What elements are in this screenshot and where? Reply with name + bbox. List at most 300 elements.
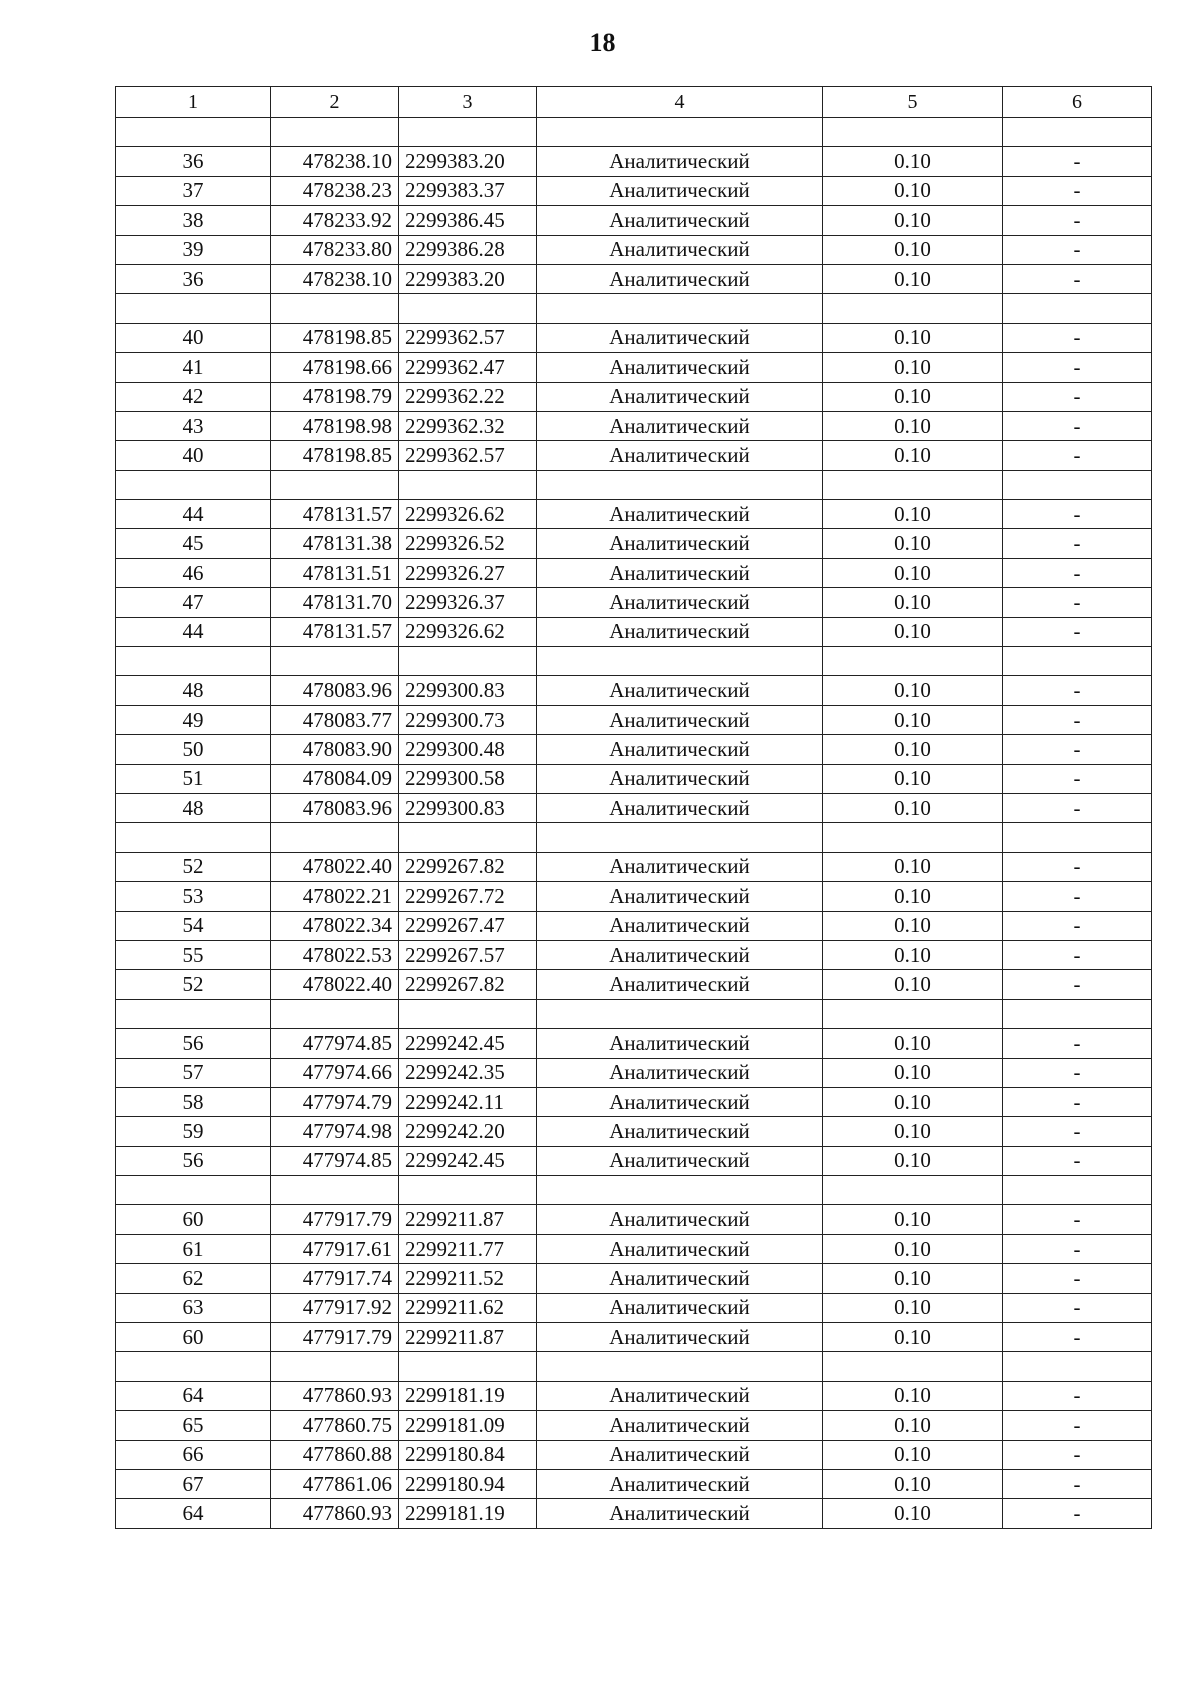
method-cell: Аналитический — [537, 882, 823, 911]
error-cell: 0.10 — [823, 970, 1003, 999]
y-coordinate-cell: 2299242.20 — [399, 1117, 537, 1146]
method-cell: Аналитический — [537, 617, 823, 646]
table-row — [116, 353, 1152, 382]
x-coordinate-cell: 477974.66 — [271, 1058, 399, 1087]
table-row — [116, 1146, 1152, 1175]
x-coordinate-cell: 478022.40 — [271, 970, 399, 999]
x-coordinate-cell: 478131.38 — [271, 529, 399, 558]
error-cell: 0.10 — [823, 264, 1003, 293]
x-coordinate-cell: 478083.77 — [271, 705, 399, 734]
point-number-cell: 40 — [116, 323, 271, 352]
point-number-cell: 55 — [116, 940, 271, 969]
description-cell: - — [1003, 264, 1152, 293]
x-coordinate-cell: 477861.06 — [271, 1469, 399, 1498]
x-coordinate-cell: 478233.80 — [271, 235, 399, 264]
method-cell: Аналитический — [537, 529, 823, 558]
x-coordinate-cell: 477860.93 — [271, 1499, 399, 1528]
empty-cell — [399, 1352, 537, 1381]
method-cell: Аналитический — [537, 1117, 823, 1146]
method-cell: Аналитический — [537, 206, 823, 235]
method-cell: Аналитический — [537, 353, 823, 382]
description-cell: - — [1003, 852, 1152, 881]
error-cell: 0.10 — [823, 735, 1003, 764]
method-cell: Аналитический — [537, 1381, 823, 1410]
empty-cell — [823, 1176, 1003, 1205]
page-number: 18 — [589, 28, 616, 57]
y-coordinate-cell: 2299181.19 — [399, 1499, 537, 1528]
point-number-cell: 44 — [116, 500, 271, 529]
method-cell: Аналитический — [537, 323, 823, 352]
method-cell: Аналитический — [537, 441, 823, 470]
error-cell: 0.10 — [823, 1469, 1003, 1498]
x-coordinate-cell: 477860.75 — [271, 1411, 399, 1440]
y-coordinate-cell: 2299362.32 — [399, 411, 537, 440]
error-cell: 0.10 — [823, 1205, 1003, 1234]
method-cell: Аналитический — [537, 558, 823, 587]
x-coordinate-cell: 477917.92 — [271, 1293, 399, 1322]
method-cell: Аналитический — [537, 705, 823, 734]
method-cell: Аналитический — [537, 1234, 823, 1263]
method-cell: Аналитический — [537, 793, 823, 822]
point-number-cell: 64 — [116, 1381, 271, 1410]
point-number-cell: 51 — [116, 764, 271, 793]
empty-cell — [271, 647, 399, 676]
y-coordinate-cell: 2299326.27 — [399, 558, 537, 587]
method-cell: Аналитический — [537, 1323, 823, 1352]
method-cell: Аналитический — [537, 1440, 823, 1469]
error-cell: 0.10 — [823, 353, 1003, 382]
error-cell: 0.10 — [823, 1293, 1003, 1322]
empty-cell — [537, 118, 823, 147]
separator-row — [116, 118, 1152, 147]
error-cell: 0.10 — [823, 1323, 1003, 1352]
header-cell: 1 — [116, 87, 271, 118]
point-number-cell: 57 — [116, 1058, 271, 1087]
x-coordinate-cell: 478131.51 — [271, 558, 399, 587]
error-cell: 0.10 — [823, 764, 1003, 793]
separator-row — [116, 470, 1152, 499]
point-number-cell: 36 — [116, 147, 271, 176]
table-row — [116, 147, 1152, 176]
table-row — [116, 1117, 1152, 1146]
empty-cell — [537, 823, 823, 852]
point-number-cell: 66 — [116, 1440, 271, 1469]
x-coordinate-cell: 478233.92 — [271, 206, 399, 235]
point-number-cell: 56 — [116, 1146, 271, 1175]
empty-cell — [399, 647, 537, 676]
description-cell: - — [1003, 441, 1152, 470]
description-cell: - — [1003, 147, 1152, 176]
point-number-cell: 60 — [116, 1323, 271, 1352]
description-cell: - — [1003, 735, 1152, 764]
method-cell: Аналитический — [537, 588, 823, 617]
description-cell: - — [1003, 1469, 1152, 1498]
separator-row — [116, 294, 1152, 323]
x-coordinate-cell: 477860.93 — [271, 1381, 399, 1410]
x-coordinate-cell: 478198.79 — [271, 382, 399, 411]
point-number-cell: 52 — [116, 970, 271, 999]
separator-row — [116, 647, 1152, 676]
table-row — [116, 676, 1152, 705]
empty-cell — [823, 470, 1003, 499]
point-number-cell: 44 — [116, 617, 271, 646]
x-coordinate-cell: 478083.96 — [271, 676, 399, 705]
y-coordinate-cell: 2299180.84 — [399, 1440, 537, 1469]
description-cell: - — [1003, 676, 1152, 705]
x-coordinate-cell: 477974.85 — [271, 1029, 399, 1058]
error-cell: 0.10 — [823, 940, 1003, 969]
method-cell: Аналитический — [537, 911, 823, 940]
empty-cell — [1003, 294, 1152, 323]
y-coordinate-cell: 2299267.47 — [399, 911, 537, 940]
x-coordinate-cell: 478238.10 — [271, 264, 399, 293]
table-row — [116, 940, 1152, 969]
point-number-cell: 39 — [116, 235, 271, 264]
empty-cell — [399, 294, 537, 323]
point-number-cell: 60 — [116, 1205, 271, 1234]
table-row — [116, 1264, 1152, 1293]
method-cell: Аналитический — [537, 235, 823, 264]
y-coordinate-cell: 2299242.11 — [399, 1087, 537, 1116]
empty-cell — [1003, 118, 1152, 147]
empty-cell — [116, 1176, 271, 1205]
empty-cell — [823, 1352, 1003, 1381]
description-cell: - — [1003, 911, 1152, 940]
method-cell: Аналитический — [537, 1264, 823, 1293]
description-cell: - — [1003, 882, 1152, 911]
method-cell: Аналитический — [537, 1499, 823, 1528]
description-cell: - — [1003, 970, 1152, 999]
y-coordinate-cell: 2299300.73 — [399, 705, 537, 734]
y-coordinate-cell: 2299211.52 — [399, 1264, 537, 1293]
table-body — [116, 118, 1152, 1529]
empty-cell — [1003, 1176, 1152, 1205]
table-row — [116, 970, 1152, 999]
x-coordinate-cell: 478083.96 — [271, 793, 399, 822]
error-cell: 0.10 — [823, 235, 1003, 264]
table-row — [116, 206, 1152, 235]
y-coordinate-cell: 2299267.82 — [399, 970, 537, 999]
point-number-cell: 45 — [116, 529, 271, 558]
point-number-cell: 67 — [116, 1469, 271, 1498]
y-coordinate-cell: 2299181.19 — [399, 1381, 537, 1410]
error-cell: 0.10 — [823, 441, 1003, 470]
empty-cell — [537, 294, 823, 323]
empty-cell — [823, 823, 1003, 852]
point-number-cell: 43 — [116, 411, 271, 440]
description-cell: - — [1003, 1381, 1152, 1410]
y-coordinate-cell: 2299267.82 — [399, 852, 537, 881]
error-cell: 0.10 — [823, 323, 1003, 352]
error-cell: 0.10 — [823, 147, 1003, 176]
x-coordinate-cell: 478198.85 — [271, 323, 399, 352]
method-cell: Аналитический — [537, 676, 823, 705]
y-coordinate-cell: 2299362.47 — [399, 353, 537, 382]
point-number-cell: 52 — [116, 852, 271, 881]
x-coordinate-cell: 478198.85 — [271, 441, 399, 470]
empty-cell — [271, 1176, 399, 1205]
y-coordinate-cell: 2299300.83 — [399, 793, 537, 822]
method-cell: Аналитический — [537, 970, 823, 999]
error-cell: 0.10 — [823, 793, 1003, 822]
description-cell: - — [1003, 1058, 1152, 1087]
x-coordinate-cell: 478198.66 — [271, 353, 399, 382]
description-cell: - — [1003, 206, 1152, 235]
table-row — [116, 735, 1152, 764]
separator-row — [116, 1352, 1152, 1381]
table-row — [116, 558, 1152, 587]
method-cell: Аналитический — [537, 735, 823, 764]
table-row — [116, 764, 1152, 793]
error-cell: 0.10 — [823, 382, 1003, 411]
description-cell: - — [1003, 588, 1152, 617]
point-number-cell: 38 — [116, 206, 271, 235]
y-coordinate-cell: 2299383.20 — [399, 147, 537, 176]
y-coordinate-cell: 2299242.45 — [399, 1146, 537, 1175]
table-row — [116, 235, 1152, 264]
method-cell: Аналитический — [537, 1205, 823, 1234]
empty-cell — [1003, 470, 1152, 499]
y-coordinate-cell: 2299300.83 — [399, 676, 537, 705]
y-coordinate-cell: 2299181.09 — [399, 1411, 537, 1440]
empty-cell — [271, 823, 399, 852]
empty-cell — [116, 1352, 271, 1381]
table-row — [116, 852, 1152, 881]
separator-row — [116, 999, 1152, 1028]
y-coordinate-cell: 2299326.37 — [399, 588, 537, 617]
y-coordinate-cell: 2299326.62 — [399, 617, 537, 646]
table-row — [116, 705, 1152, 734]
table-row — [116, 1087, 1152, 1116]
header-cell: 5 — [823, 87, 1003, 118]
table-row — [116, 1440, 1152, 1469]
table-row — [116, 382, 1152, 411]
error-cell: 0.10 — [823, 176, 1003, 205]
y-coordinate-cell: 2299242.45 — [399, 1029, 537, 1058]
method-cell: Аналитический — [537, 382, 823, 411]
method-cell: Аналитический — [537, 264, 823, 293]
empty-cell — [537, 1176, 823, 1205]
error-cell: 0.10 — [823, 617, 1003, 646]
empty-cell — [1003, 999, 1152, 1028]
table-row — [116, 441, 1152, 470]
y-coordinate-cell: 2299326.52 — [399, 529, 537, 558]
method-cell: Аналитический — [537, 1029, 823, 1058]
error-cell: 0.10 — [823, 1117, 1003, 1146]
error-cell: 0.10 — [823, 1029, 1003, 1058]
description-cell: - — [1003, 705, 1152, 734]
description-cell: - — [1003, 1234, 1152, 1263]
description-cell: - — [1003, 323, 1152, 352]
empty-cell — [116, 823, 271, 852]
point-number-cell: 36 — [116, 264, 271, 293]
empty-cell — [823, 294, 1003, 323]
empty-cell — [399, 1176, 537, 1205]
empty-cell — [116, 118, 271, 147]
method-cell: Аналитический — [537, 500, 823, 529]
table-row — [116, 1411, 1152, 1440]
empty-cell — [823, 118, 1003, 147]
description-cell: - — [1003, 1411, 1152, 1440]
empty-cell — [271, 999, 399, 1028]
x-coordinate-cell: 478022.40 — [271, 852, 399, 881]
empty-cell — [399, 118, 537, 147]
description-cell: - — [1003, 793, 1152, 822]
x-coordinate-cell: 478022.34 — [271, 911, 399, 940]
x-coordinate-cell: 478022.21 — [271, 882, 399, 911]
point-number-cell: 53 — [116, 882, 271, 911]
point-number-cell: 49 — [116, 705, 271, 734]
y-coordinate-cell: 2299267.72 — [399, 882, 537, 911]
error-cell: 0.10 — [823, 588, 1003, 617]
table-row — [116, 1499, 1152, 1528]
error-cell: 0.10 — [823, 529, 1003, 558]
empty-cell — [399, 470, 537, 499]
empty-cell — [116, 470, 271, 499]
table-row — [116, 588, 1152, 617]
description-cell: - — [1003, 558, 1152, 587]
method-cell: Аналитический — [537, 764, 823, 793]
x-coordinate-cell: 478198.98 — [271, 411, 399, 440]
method-cell: Аналитический — [537, 1469, 823, 1498]
description-cell: - — [1003, 353, 1152, 382]
empty-cell — [271, 118, 399, 147]
empty-cell — [537, 470, 823, 499]
method-cell: Аналитический — [537, 1293, 823, 1322]
table-row — [116, 1323, 1152, 1352]
x-coordinate-cell: 478083.90 — [271, 735, 399, 764]
description-cell: - — [1003, 235, 1152, 264]
point-number-cell: 61 — [116, 1234, 271, 1263]
table-row — [116, 264, 1152, 293]
table-row — [116, 1234, 1152, 1263]
error-cell: 0.10 — [823, 1146, 1003, 1175]
point-number-cell: 41 — [116, 353, 271, 382]
y-coordinate-cell: 2299383.20 — [399, 264, 537, 293]
y-coordinate-cell: 2299300.48 — [399, 735, 537, 764]
description-cell: - — [1003, 382, 1152, 411]
separator-row — [116, 1176, 1152, 1205]
point-number-cell: 62 — [116, 1264, 271, 1293]
x-coordinate-cell: 478238.10 — [271, 147, 399, 176]
y-coordinate-cell: 2299362.57 — [399, 441, 537, 470]
header-cell: 6 — [1003, 87, 1152, 118]
error-cell: 0.10 — [823, 882, 1003, 911]
x-coordinate-cell: 477917.61 — [271, 1234, 399, 1263]
description-cell: - — [1003, 411, 1152, 440]
header-cell: 3 — [399, 87, 537, 118]
point-number-cell: 54 — [116, 911, 271, 940]
error-cell: 0.10 — [823, 852, 1003, 881]
y-coordinate-cell: 2299300.58 — [399, 764, 537, 793]
description-cell: - — [1003, 1323, 1152, 1352]
empty-cell — [823, 999, 1003, 1028]
table-row — [116, 882, 1152, 911]
empty-cell — [537, 1352, 823, 1381]
method-cell: Аналитический — [537, 411, 823, 440]
empty-cell — [116, 647, 271, 676]
description-cell: - — [1003, 500, 1152, 529]
table-row — [116, 1293, 1152, 1322]
table-row — [116, 793, 1152, 822]
x-coordinate-cell: 477974.79 — [271, 1087, 399, 1116]
x-coordinate-cell: 477917.79 — [271, 1205, 399, 1234]
empty-cell — [537, 999, 823, 1028]
separator-row — [116, 823, 1152, 852]
table-row — [116, 1058, 1152, 1087]
description-cell: - — [1003, 1293, 1152, 1322]
error-cell: 0.10 — [823, 1440, 1003, 1469]
method-cell: Аналитический — [537, 147, 823, 176]
error-cell: 0.10 — [823, 705, 1003, 734]
error-cell: 0.10 — [823, 558, 1003, 587]
empty-cell — [116, 999, 271, 1028]
x-coordinate-cell: 478084.09 — [271, 764, 399, 793]
point-number-cell: 58 — [116, 1087, 271, 1116]
error-cell: 0.10 — [823, 1234, 1003, 1263]
table-row — [116, 529, 1152, 558]
x-coordinate-cell: 477974.85 — [271, 1146, 399, 1175]
description-cell: - — [1003, 1029, 1152, 1058]
method-cell: Аналитический — [537, 176, 823, 205]
error-cell: 0.10 — [823, 1381, 1003, 1410]
point-number-cell: 42 — [116, 382, 271, 411]
point-number-cell: 50 — [116, 735, 271, 764]
empty-cell — [271, 294, 399, 323]
x-coordinate-cell: 477917.79 — [271, 1323, 399, 1352]
description-cell: - — [1003, 764, 1152, 793]
point-number-cell: 48 — [116, 676, 271, 705]
y-coordinate-cell: 2299362.57 — [399, 323, 537, 352]
table-row — [116, 1205, 1152, 1234]
y-coordinate-cell: 2299242.35 — [399, 1058, 537, 1087]
y-coordinate-cell: 2299362.22 — [399, 382, 537, 411]
empty-cell — [537, 647, 823, 676]
table-row — [116, 911, 1152, 940]
table-row — [116, 1029, 1152, 1058]
table-row — [116, 176, 1152, 205]
y-coordinate-cell: 2299211.87 — [399, 1323, 537, 1352]
empty-cell — [399, 999, 537, 1028]
error-cell: 0.10 — [823, 1411, 1003, 1440]
point-number-cell: 59 — [116, 1117, 271, 1146]
error-cell: 0.10 — [823, 1058, 1003, 1087]
table-row — [116, 323, 1152, 352]
x-coordinate-cell: 478022.53 — [271, 940, 399, 969]
table-row — [116, 1469, 1152, 1498]
method-cell: Аналитический — [537, 1411, 823, 1440]
empty-cell — [116, 294, 271, 323]
y-coordinate-cell: 2299211.87 — [399, 1205, 537, 1234]
method-cell: Аналитический — [537, 1058, 823, 1087]
x-coordinate-cell: 477917.74 — [271, 1264, 399, 1293]
x-coordinate-cell: 478238.23 — [271, 176, 399, 205]
empty-cell — [399, 823, 537, 852]
error-cell: 0.10 — [823, 1087, 1003, 1116]
table-row — [116, 617, 1152, 646]
error-cell: 0.10 — [823, 206, 1003, 235]
point-number-cell: 48 — [116, 793, 271, 822]
error-cell: 0.10 — [823, 1499, 1003, 1528]
point-number-cell: 56 — [116, 1029, 271, 1058]
coordinates-table — [115, 86, 1152, 1529]
header-cell: 4 — [537, 87, 823, 118]
y-coordinate-cell: 2299386.45 — [399, 206, 537, 235]
description-cell: - — [1003, 1117, 1152, 1146]
table-row — [116, 500, 1152, 529]
description-cell: - — [1003, 1264, 1152, 1293]
description-cell: - — [1003, 617, 1152, 646]
